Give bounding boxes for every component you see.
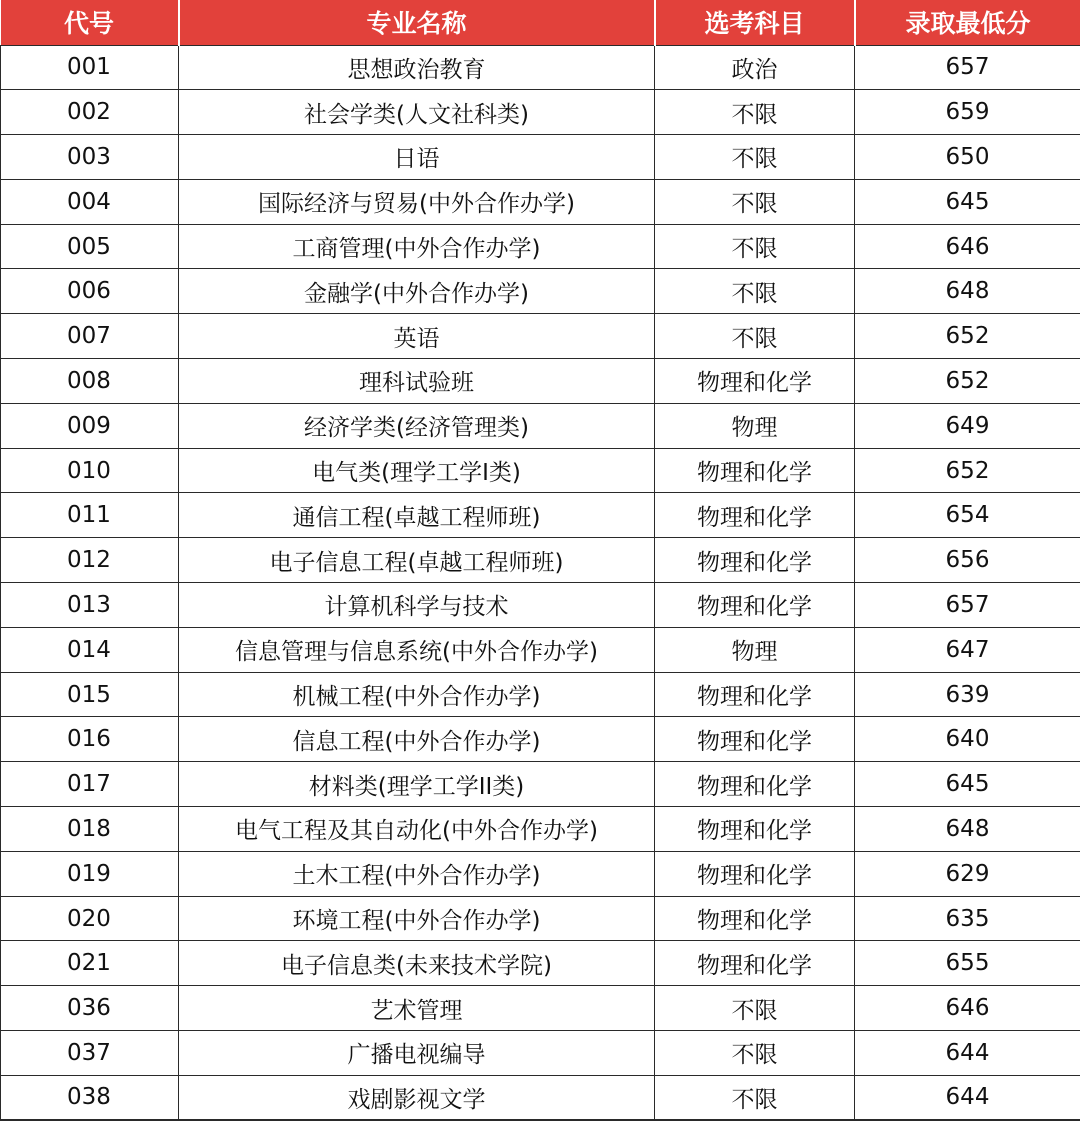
row-min-score: 652: [855, 359, 1080, 404]
row-code: 004: [1, 179, 179, 224]
table-row: [1, 762, 1080, 807]
row-required-subjects: 物理和化学: [655, 493, 855, 538]
row-major-name: 环境工程(中外合作办学): [179, 896, 655, 941]
row-major-name: 思想政治教育: [179, 45, 655, 90]
row-min-score: 645: [855, 179, 1080, 224]
table-row: [1, 807, 1080, 852]
table-row: [1, 269, 1080, 314]
row-major-name: 通信工程(卓越工程师班): [179, 493, 655, 538]
table-row: [1, 314, 1080, 359]
row-min-score: 646: [855, 224, 1080, 269]
row-code: 036: [1, 986, 179, 1031]
row-code: 003: [1, 135, 179, 180]
row-min-score: 644: [855, 1075, 1080, 1120]
header-major-name: 专业名称: [179, 0, 655, 45]
table-row: [1, 941, 1080, 986]
row-min-score: 657: [855, 45, 1080, 90]
row-required-subjects: 物理: [655, 403, 855, 448]
row-major-name: 材料类(理学工学II类): [179, 762, 655, 807]
row-required-subjects: 政治: [655, 45, 855, 90]
row-min-score: 652: [855, 448, 1080, 493]
row-major-name: 土木工程(中外合作办学): [179, 851, 655, 896]
row-required-subjects: 物理和化学: [655, 851, 855, 896]
row-min-score: 648: [855, 269, 1080, 314]
row-code: 018: [1, 807, 179, 852]
table-row: [1, 1031, 1080, 1076]
row-required-subjects: 物理和化学: [655, 807, 855, 852]
row-required-subjects: 物理和化学: [655, 717, 855, 762]
row-code: 014: [1, 627, 179, 672]
row-major-name: 电气类(理学工学I类): [179, 448, 655, 493]
row-code: 020: [1, 896, 179, 941]
row-min-score: 652: [855, 314, 1080, 359]
row-required-subjects: 物理和化学: [655, 583, 855, 628]
row-required-subjects: 物理和化学: [655, 762, 855, 807]
row-code: 017: [1, 762, 179, 807]
row-code: 012: [1, 538, 179, 583]
table-header: [1, 0, 1080, 45]
row-major-name: 广播电视编导: [179, 1031, 655, 1076]
row-code: 008: [1, 359, 179, 404]
row-required-subjects: 物理和化学: [655, 941, 855, 986]
row-required-subjects: 物理和化学: [655, 359, 855, 404]
row-code: 009: [1, 403, 179, 448]
table-row: [1, 448, 1080, 493]
row-code: 021: [1, 941, 179, 986]
row-code: 006: [1, 269, 179, 314]
row-min-score: 629: [855, 851, 1080, 896]
table-row: [1, 717, 1080, 762]
row-min-score: 644: [855, 1031, 1080, 1076]
row-required-subjects: 不限: [655, 314, 855, 359]
table-row: [1, 896, 1080, 941]
row-major-name: 国际经济与贸易(中外合作办学): [179, 179, 655, 224]
row-min-score: 639: [855, 672, 1080, 717]
row-code: 011: [1, 493, 179, 538]
row-required-subjects: 不限: [655, 986, 855, 1031]
row-major-name: 英语: [179, 314, 655, 359]
row-major-name: 社会学类(人文社科类): [179, 90, 655, 135]
row-major-name: 理科试验班: [179, 359, 655, 404]
row-min-score: 656: [855, 538, 1080, 583]
row-major-name: 信息工程(中外合作办学): [179, 717, 655, 762]
row-major-name: 金融学(中外合作办学): [179, 269, 655, 314]
row-min-score: 648: [855, 807, 1080, 852]
header-code: 代号: [1, 0, 179, 45]
row-required-subjects: 物理和化学: [655, 896, 855, 941]
row-required-subjects: 物理和化学: [655, 538, 855, 583]
row-min-score: 645: [855, 762, 1080, 807]
row-code: 015: [1, 672, 179, 717]
row-major-name: 经济学类(经济管理类): [179, 403, 655, 448]
row-required-subjects: 物理和化学: [655, 672, 855, 717]
row-code: 010: [1, 448, 179, 493]
row-code: 001: [1, 45, 179, 90]
table-row: [1, 851, 1080, 896]
row-min-score: 646: [855, 986, 1080, 1031]
row-required-subjects: 不限: [655, 224, 855, 269]
row-min-score: 655: [855, 941, 1080, 986]
row-code: 019: [1, 851, 179, 896]
table-row: [1, 135, 1080, 180]
row-min-score: 649: [855, 403, 1080, 448]
table-row: [1, 45, 1080, 90]
row-major-name: 电气工程及其自动化(中外合作办学): [179, 807, 655, 852]
row-required-subjects: 不限: [655, 90, 855, 135]
row-major-name: 工商管理(中外合作办学): [179, 224, 655, 269]
row-required-subjects: 不限: [655, 1031, 855, 1076]
header-row: [1, 0, 1080, 45]
header-min-score: 录取最低分: [855, 0, 1080, 45]
row-min-score: 647: [855, 627, 1080, 672]
row-code: 016: [1, 717, 179, 762]
table-row: [1, 90, 1080, 135]
row-min-score: 650: [855, 135, 1080, 180]
row-required-subjects: 物理和化学: [655, 448, 855, 493]
row-min-score: 635: [855, 896, 1080, 941]
row-required-subjects: 不限: [655, 1075, 855, 1120]
row-required-subjects: 物理: [655, 627, 855, 672]
row-major-name: 机械工程(中外合作办学): [179, 672, 655, 717]
table-row: [1, 403, 1080, 448]
table-row: [1, 538, 1080, 583]
row-code: 037: [1, 1031, 179, 1076]
row-major-name: 电子信息工程(卓越工程师班): [179, 538, 655, 583]
table-row: [1, 672, 1080, 717]
table-row: [1, 583, 1080, 628]
row-required-subjects: 不限: [655, 179, 855, 224]
row-code: 005: [1, 224, 179, 269]
row-major-name: 信息管理与信息系统(中外合作办学): [179, 627, 655, 672]
table-row: [1, 1075, 1080, 1120]
header-required-subjects: 选考科目: [655, 0, 855, 45]
table-row: [1, 224, 1080, 269]
table-row: [1, 359, 1080, 404]
row-code: 007: [1, 314, 179, 359]
table-body: [1, 45, 1080, 1120]
row-major-name: 电子信息类(未来技术学院): [179, 941, 655, 986]
row-code: 013: [1, 583, 179, 628]
row-major-name: 计算机科学与技术: [179, 583, 655, 628]
table-row: [1, 179, 1080, 224]
table-row: [1, 986, 1080, 1031]
row-required-subjects: 不限: [655, 269, 855, 314]
row-major-name: 艺术管理: [179, 986, 655, 1031]
row-min-score: 654: [855, 493, 1080, 538]
row-major-name: 日语: [179, 135, 655, 180]
row-required-subjects: 不限: [655, 135, 855, 180]
table-row: [1, 493, 1080, 538]
row-min-score: 640: [855, 717, 1080, 762]
row-min-score: 659: [855, 90, 1080, 135]
row-code: 002: [1, 90, 179, 135]
row-code: 038: [1, 1075, 179, 1120]
row-min-score: 657: [855, 583, 1080, 628]
row-major-name: 戏剧影视文学: [179, 1075, 655, 1120]
table-row: [1, 627, 1080, 672]
